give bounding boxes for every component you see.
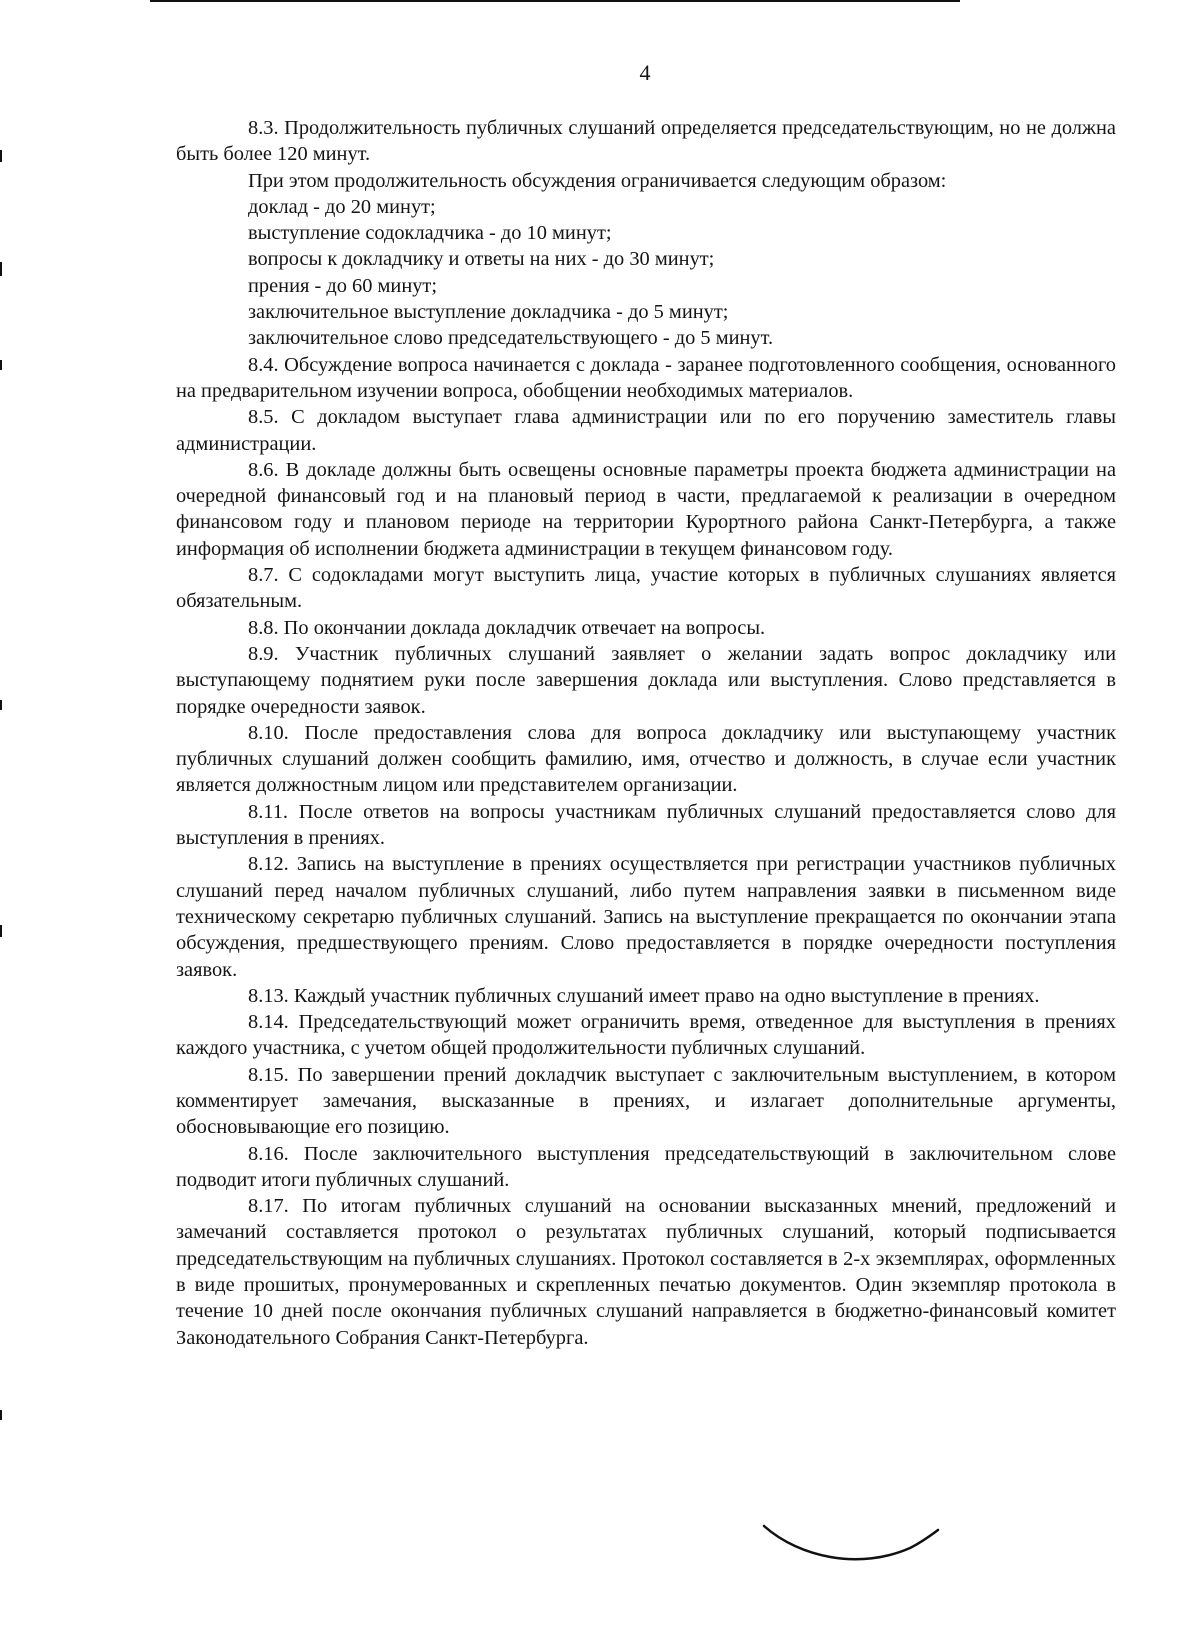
paragraph: 8.14. Председательствующий может ограничить время, отведенное для выступления в прениях каждого участника, с учетом общей продолжительности публичных слушаний. [176,1011,1116,1060]
paragraph: 8.17. По итогам публичных слушаний на основании высказанных мнений, предложений и замечаний составляется протокол о результатах публичных слушаний, который подписывается председательствующим на публичных слушаниях. Протокол составляется в 2-х экземплярах, оформленных в виде прошитых, пронумерованных и скрепленных печатью документов. Один экземпляр протокола в течение 10 дней после окончания публичных слушаний направляется в бюджетно-финансовый комитет Законодательного Собрания Санкт-Петербурга. [176,1195,1116,1349]
paragraph: 8.3. Продолжительность публичных слушаний определяется председательствующим, но не должна быть более 120 минут. [176,117,1116,166]
paragraph: 8.12. Запись на выступление в прениях осуществляется при регистрации участников публичных слушаний перед началом публичных слушаний, либо путем направления заявки в письменном виде техническому секретарю публичных слушаний. Запись на выступление прекращается по окончании этапа обсуждения, предшествующего прениям. Слово предоставляется в порядке очередности поступления заявок. [176,853,1116,981]
paragraph: 8.7. С содокладами могут выступить лица, участие которых в публичных слушаниях является обязательным. [176,564,1116,613]
left-scan-mark [0,925,2,937]
signature-stroke [760,1518,940,1588]
paragraph: 8.4. Обсуждение вопроса начинается с доклада - заранее подготовленного сообщения, основанного на предварительном изучении вопроса, обобщении необходимых материалов. [176,353,1116,402]
paragraph: 8.6. В докладе должны быть освещены основные параметры проекта бюджета администрации на очередной финансовый год и на плановый период в части, предлагаемой к реализации в очередном финансовом году и плановом периоде на территории Курортного района Санкт-Петербурга, а также информация об исполнении бюджета администрации в текущем финансовом году. [176,458,1116,560]
paragraph: 8.16. После заключительного выступления председательствующий в заключительном слове подводит итоги публичных слушаний. [176,1142,1116,1191]
left-scan-mark [0,1410,2,1420]
left-scan-mark [0,150,2,162]
paragraph: 8.10. После предоставления слова для вопроса докладчику или выступающему участник публичных слушаний должен сообщить фамилию, имя, отчество и должность, в случае если участник является должностным лицом или представителем организации. [176,721,1116,797]
paragraph: 8.9. Участник публичных слушаний заявляет о желании задать вопрос докладчику или выступающему поднятием руки после завершения доклада или выступления. Слово представляется в порядке очередности заявок. [176,642,1116,718]
list-line: доклад - до 20 минут; [248,195,436,218]
paragraph: 8.15. По завершении прений докладчик выступает с заключительным выступлением, в котором комментирует замечания, высказанные в прениях, и излагает дополнительные аргументы, обосновывающие его позицию. [176,1063,1116,1139]
list-line: При этом продолжительность обсуждения ограничивается следующим образом: [248,169,947,192]
paragraph: 8.5. С докладом выступает глава администрации или по его поручению заместитель главы администрации. [176,406,1116,455]
page-number: 4 [639,60,651,85]
left-scan-mark [0,262,2,276]
list-line: прения - до 60 минут; [248,274,438,297]
list-line: заключительное выступление докладчика - до 5 минут; [248,301,729,324]
left-scan-mark [0,360,2,370]
list-line: заключительное слово председательствующего - до 5 минут. [248,327,774,350]
document-body [176,115,1116,1351]
top-scan-border [150,0,960,2]
list-line: выступление содокладчика - до 10 минут; [248,222,612,245]
left-scan-mark [0,700,2,710]
paragraph: 8.8. По окончании доклада докладчик отвечает на вопросы. [248,616,766,639]
paragraph: 8.11. После ответов на вопросы участникам публичных слушаний предоставляется слово для выступления в прениях. [176,800,1116,850]
list-line: вопросы к докладчику и ответы на них - до 30 минут; [248,248,715,271]
paragraph: 8.13. Каждый участник публичных слушаний имеет право на одно выступление в прениях. [248,984,1040,1007]
